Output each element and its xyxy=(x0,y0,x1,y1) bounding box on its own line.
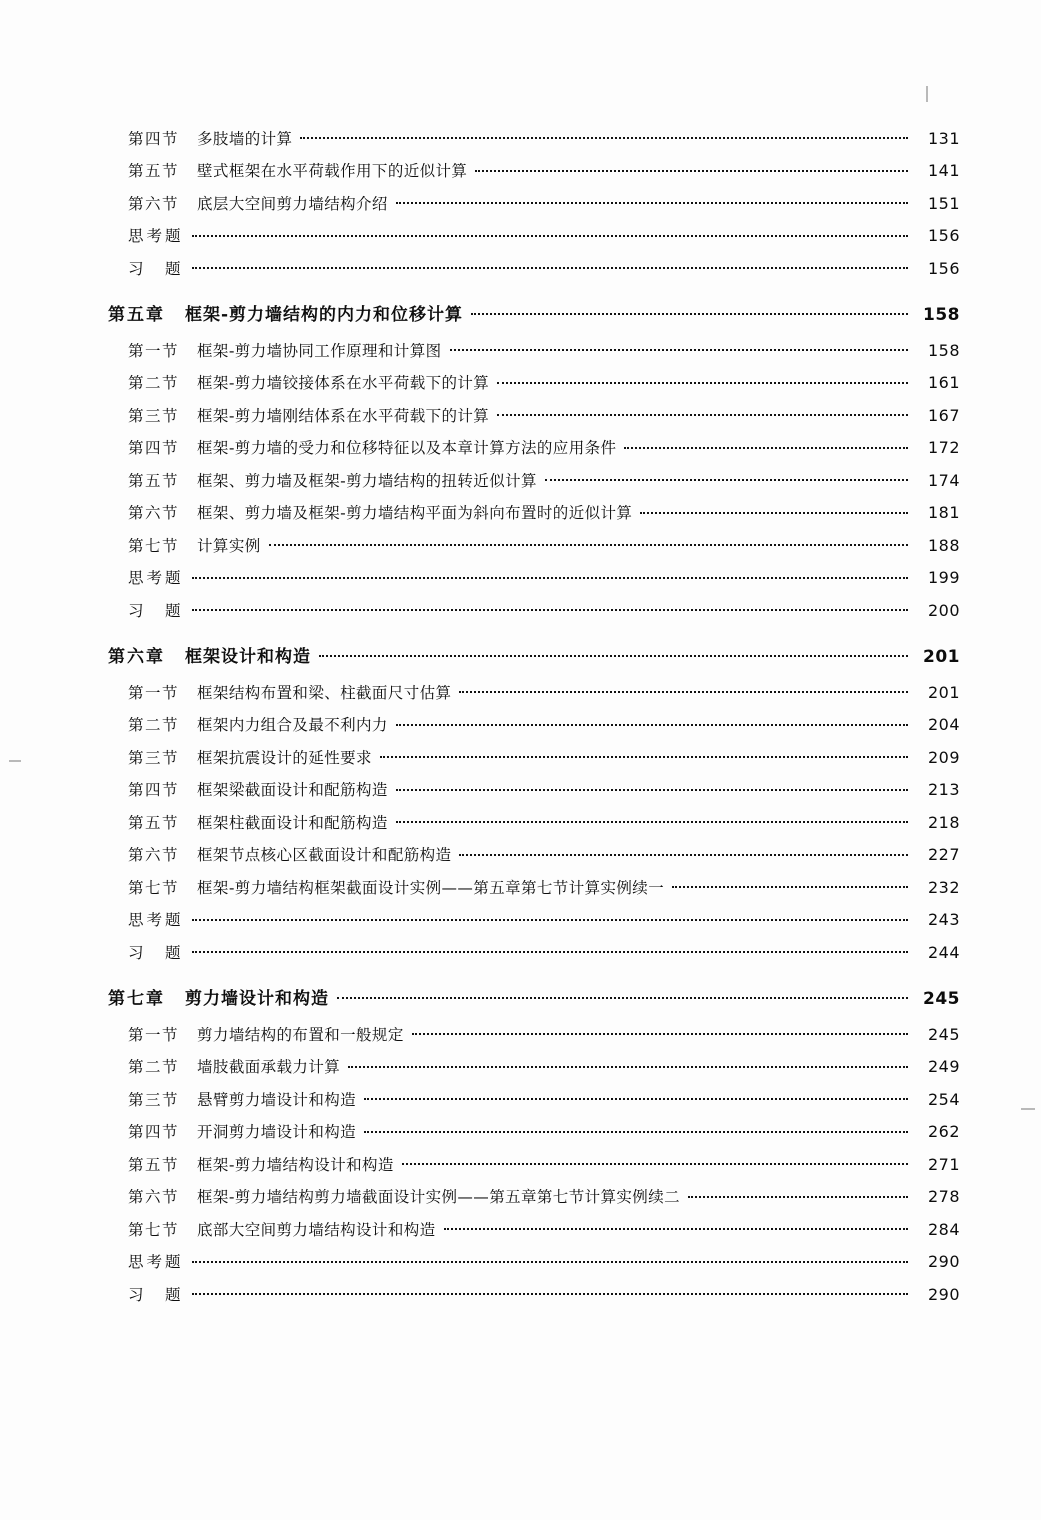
toc-entry-row[interactable] xyxy=(104,340,960,359)
toc-entry-title: 框架-剪力墙铰接体系在水平荷载下的计算 xyxy=(197,374,490,392)
toc-entry-row[interactable] xyxy=(104,568,960,587)
toc-entry-row[interactable] xyxy=(104,470,960,489)
toc-entry-title: 底层大空间剪力墙结构介绍 xyxy=(197,194,388,213)
toc-page-number: 254 xyxy=(927,1089,960,1109)
toc-leader-dots xyxy=(380,747,908,763)
toc-page-number: 151 xyxy=(927,193,960,213)
toc-entry-title: 框架-剪力墙的受力和位移特征以及本章计算方法的应用条件 xyxy=(197,439,617,457)
toc-leader-dots xyxy=(412,1024,908,1040)
toc-entry-row[interactable] xyxy=(104,910,960,929)
toc-entry-row[interactable] xyxy=(104,258,960,277)
toc-entry-title: 框架柱截面设计和配筋构造 xyxy=(197,813,388,832)
toc-entry-title: 剪力墙设计和构造 xyxy=(185,989,329,1009)
toc-entry-row[interactable] xyxy=(104,812,960,831)
toc-entry-label: 第五节 xyxy=(128,813,180,832)
toc-page-number: 158 xyxy=(927,340,960,360)
toc-entry-label: 第二节 xyxy=(128,716,180,734)
toc-leader-dots xyxy=(192,1284,908,1300)
toc-entry-title: 框架-剪力墙结构框架截面设计实例——第五章第七节计算实例续一 xyxy=(197,878,665,897)
toc-leader-dots xyxy=(471,303,908,320)
toc-leader-dots xyxy=(192,1252,908,1268)
toc-page-number: 290 xyxy=(927,1252,960,1271)
toc-entry-label: 习 题 xyxy=(128,943,184,962)
toc-entry-label: 思考题 xyxy=(128,911,184,929)
toc-entry-row[interactable] xyxy=(104,373,960,392)
toc-page-number: 174 xyxy=(927,470,960,490)
toc-entry-title: 框架设计和构造 xyxy=(185,647,311,667)
toc-entry-label: 第三节 xyxy=(128,406,180,425)
toc-leader-dots xyxy=(364,1122,908,1138)
toc-chapter-row[interactable] xyxy=(104,987,960,1008)
toc-page-number: 232 xyxy=(927,877,960,897)
toc-entry-row[interactable] xyxy=(104,845,960,864)
toc-entry-row[interactable] xyxy=(104,438,960,457)
toc-entry-label: 第七节 xyxy=(128,536,180,555)
toc-entry-title: 开洞剪力墙设计和构造 xyxy=(197,1123,357,1141)
toc-entry-label: 第六章 xyxy=(108,647,165,667)
toc-page-number: 201 xyxy=(927,682,960,702)
toc-leader-dots xyxy=(396,715,908,731)
toc-leader-dots xyxy=(348,1057,908,1073)
toc-entry-label: 第一节 xyxy=(128,1025,180,1044)
toc-page-number: 290 xyxy=(927,1284,960,1304)
toc-entry-title: 框架-剪力墙结构设计和构造 xyxy=(197,1155,394,1174)
toc-chapter-row[interactable] xyxy=(104,645,960,666)
toc-entry-label: 第五节 xyxy=(128,162,180,180)
toc-entry-title: 框架-剪力墙协同工作原理和计算图 xyxy=(197,341,442,360)
toc-entry-row[interactable] xyxy=(104,942,960,961)
toc-entry-row[interactable] xyxy=(104,780,960,799)
toc-entry-row[interactable] xyxy=(104,1154,960,1173)
toc-entry-row[interactable] xyxy=(104,161,960,180)
toc-entry-row[interactable] xyxy=(104,715,960,734)
toc-entry-row[interactable] xyxy=(104,405,960,424)
toc-entry-label: 第五节 xyxy=(128,1155,180,1174)
registration-mark-middle-left xyxy=(9,760,21,762)
toc-entry-label: 思考题 xyxy=(128,227,184,245)
toc-leader-dots xyxy=(337,987,908,1004)
toc-entry-title: 剪力墙结构的布置和一般规定 xyxy=(197,1025,404,1044)
toc-entry-title: 框架-剪力墙结构的内力和位移计算 xyxy=(185,305,464,325)
toc-page-number: 158 xyxy=(923,305,960,325)
toc-entry-label: 第七节 xyxy=(128,1220,180,1239)
toc-entry-title: 墙肢截面承载力计算 xyxy=(197,1058,341,1076)
toc-entry-label: 第一节 xyxy=(128,341,180,360)
toc-entry-label: 第五章 xyxy=(108,305,165,325)
toc-entry-row[interactable] xyxy=(104,877,960,896)
toc-entry-row[interactable] xyxy=(104,1089,960,1108)
toc-leader-dots xyxy=(475,161,908,177)
toc-entry-label: 第二节 xyxy=(128,374,180,392)
registration-mark-top-right xyxy=(926,86,928,102)
toc-entry-title: 框架结构布置和梁、柱截面尺寸估算 xyxy=(197,683,452,702)
toc-leader-dots xyxy=(402,1154,908,1170)
toc-entry-row[interactable] xyxy=(104,1057,960,1076)
toc-page-number: 249 xyxy=(927,1057,960,1076)
toc-entry-label: 第一节 xyxy=(128,683,180,702)
toc-entry-row[interactable] xyxy=(104,226,960,245)
toc-page-number: 156 xyxy=(927,258,960,278)
toc-leader-dots xyxy=(192,568,908,584)
toc-entry-title: 多肢墙的计算 xyxy=(197,129,293,148)
toc-entry-row[interactable] xyxy=(104,1187,960,1206)
toc-entry-label: 第六节 xyxy=(128,194,180,213)
toc-page-number: 227 xyxy=(927,845,960,864)
toc-leader-dots xyxy=(192,258,908,274)
toc-leader-dots xyxy=(624,438,908,454)
toc-entry-label: 第四节 xyxy=(128,781,180,799)
toc-entry-row[interactable] xyxy=(104,1252,960,1271)
toc-entry-row[interactable] xyxy=(104,1284,960,1303)
toc-entry-title: 框架、剪力墙及框架-剪力墙结构平面为斜向布置时的近似计算 xyxy=(197,504,633,522)
toc-page-number: 200 xyxy=(927,600,960,620)
toc-page-number: 172 xyxy=(927,438,960,457)
toc-entry-row[interactable] xyxy=(104,535,960,554)
toc-page-number: 213 xyxy=(927,780,960,799)
toc-leader-dots xyxy=(192,942,908,958)
toc-page-number: 181 xyxy=(927,503,960,522)
toc-leader-dots xyxy=(688,1187,908,1203)
toc-leader-dots xyxy=(459,682,908,698)
toc-entry-label: 习 题 xyxy=(128,1285,184,1304)
toc-leader-dots xyxy=(545,470,908,486)
toc-entry-row[interactable] xyxy=(104,1024,960,1043)
toc-entry-title: 框架-剪力墙结构剪力墙截面设计实例——第五章第七节计算实例续二 xyxy=(197,1188,681,1206)
toc-page-number: 218 xyxy=(927,812,960,832)
registration-mark-middle-right xyxy=(1021,1108,1035,1110)
toc-entry-row[interactable] xyxy=(104,503,960,522)
toc-entry-label: 第六节 xyxy=(128,1188,180,1206)
toc-leader-dots xyxy=(300,128,908,144)
toc-entry-title: 悬臂剪力墙设计和构造 xyxy=(197,1090,357,1109)
toc-leader-dots xyxy=(450,340,908,356)
toc-page-number: 201 xyxy=(923,647,960,667)
toc-entry-label: 思考题 xyxy=(128,569,184,587)
toc-entry-label: 第七节 xyxy=(128,878,180,897)
toc-leader-dots xyxy=(192,910,908,926)
toc-page-number: 167 xyxy=(927,405,960,425)
toc-leader-dots xyxy=(364,1089,908,1105)
toc-entry-title: 计算实例 xyxy=(197,536,261,555)
toc-leader-dots xyxy=(444,1219,908,1235)
toc-leader-dots xyxy=(396,812,908,828)
toc-entry-row[interactable] xyxy=(104,747,960,766)
toc-entry-label: 第四节 xyxy=(128,129,180,148)
toc-entry-label: 习 题 xyxy=(128,259,184,278)
toc-entry-label: 第六节 xyxy=(128,846,180,864)
toc-page-number: 141 xyxy=(927,161,960,180)
toc-entry-row[interactable] xyxy=(104,193,960,212)
toc-leader-dots xyxy=(459,845,908,861)
toc-leader-dots xyxy=(269,535,908,551)
table-of-contents xyxy=(104,128,960,1317)
toc-entry-label: 第七章 xyxy=(108,989,165,1009)
toc-entry-label: 第三节 xyxy=(128,748,180,767)
toc-chapter-row[interactable] xyxy=(104,303,960,324)
toc-page-number: 278 xyxy=(927,1187,960,1206)
toc-leader-dots xyxy=(396,193,908,209)
toc-entry-title: 框架-剪力墙刚结体系在水平荷载下的计算 xyxy=(197,406,490,425)
toc-entry-title: 壁式框架在水平荷载作用下的近似计算 xyxy=(197,162,468,180)
toc-leader-dots xyxy=(192,226,908,242)
toc-entry-title: 框架内力组合及最不利内力 xyxy=(197,716,388,734)
toc-entry-row[interactable] xyxy=(104,1219,960,1238)
toc-entry-row[interactable] xyxy=(104,1122,960,1141)
toc-leader-dots xyxy=(497,405,908,421)
toc-page-number: 245 xyxy=(923,989,960,1009)
toc-page-number: 156 xyxy=(927,226,960,245)
toc-entry-label: 第六节 xyxy=(128,504,180,522)
toc-page-number: 188 xyxy=(927,535,960,555)
toc-page-number: 204 xyxy=(927,715,960,734)
toc-entry-row[interactable] xyxy=(104,682,960,701)
toc-leader-dots xyxy=(192,600,908,616)
toc-entry-title: 框架、剪力墙及框架-剪力墙结构的扭转近似计算 xyxy=(197,471,537,490)
toc-entry-label: 习 题 xyxy=(128,601,184,620)
toc-page-number: 284 xyxy=(927,1219,960,1239)
toc-page-number: 271 xyxy=(927,1154,960,1174)
toc-page-number: 245 xyxy=(927,1024,960,1044)
toc-entry-label: 第三节 xyxy=(128,1090,180,1109)
toc-leader-dots xyxy=(319,645,908,662)
toc-page-number: 199 xyxy=(927,568,960,587)
toc-page-number: 161 xyxy=(927,373,960,392)
toc-entry-row[interactable] xyxy=(104,128,960,147)
toc-page-number: 262 xyxy=(927,1122,960,1141)
toc-entry-row[interactable] xyxy=(104,600,960,619)
toc-entry-title: 框架节点核心区截面设计和配筋构造 xyxy=(197,846,452,864)
toc-page-number: 131 xyxy=(927,128,960,148)
toc-leader-dots xyxy=(640,503,908,519)
toc-entry-title: 底部大空间剪力墙结构设计和构造 xyxy=(197,1220,436,1239)
toc-entry-label: 思考题 xyxy=(128,1253,184,1271)
toc-entry-title: 框架抗震设计的延性要求 xyxy=(197,748,372,767)
toc-entry-title: 框架梁截面设计和配筋构造 xyxy=(197,781,388,799)
toc-entry-label: 第二节 xyxy=(128,1058,180,1076)
toc-page-number: 244 xyxy=(927,942,960,962)
toc-page-number: 243 xyxy=(927,910,960,929)
toc-page-number: 209 xyxy=(927,747,960,767)
toc-leader-dots xyxy=(672,877,908,893)
toc-leader-dots xyxy=(497,373,908,389)
toc-leader-dots xyxy=(396,780,908,796)
toc-entry-label: 第四节 xyxy=(128,439,180,457)
toc-entry-label: 第五节 xyxy=(128,471,180,490)
toc-entry-label: 第四节 xyxy=(128,1123,180,1141)
